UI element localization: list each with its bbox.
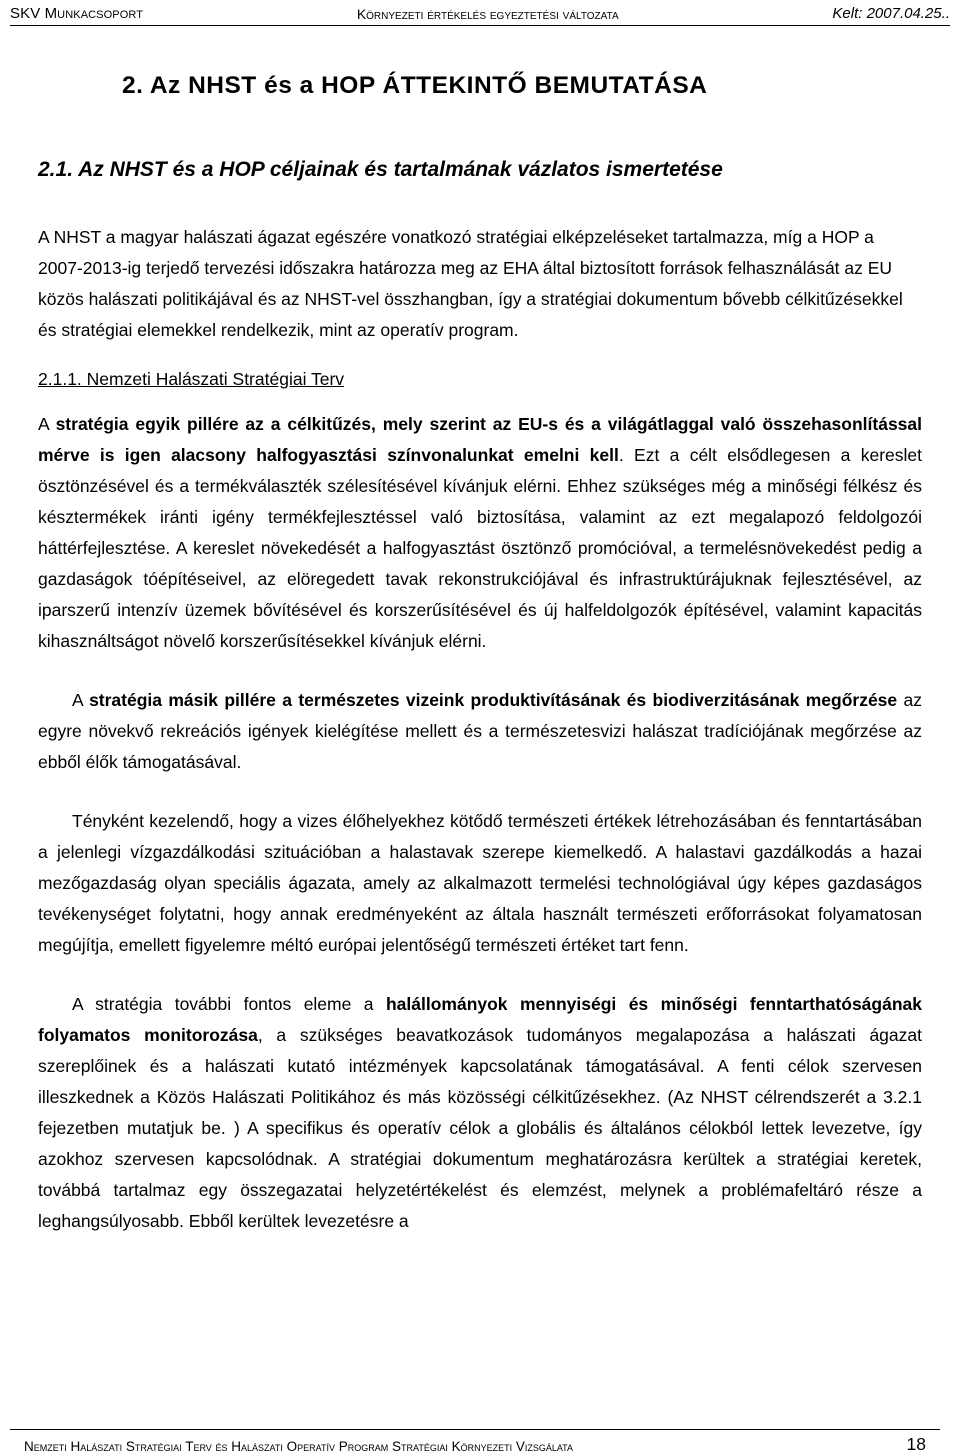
text-run: . Ezt a célt elsődlegesen a kereslet ösztönzésével és a termékválaszték szélesítésével kívánjuk elérni. Ehhez szükséges még a minőségi félkész és késztermékek iránti igény termékfejlesztéssel való biztosítása, valamint az ezt megalapozó feldolgozói háttérfejlesztése. A kereslet növekedését a halfogyasztást ösztönző promócióval, a termelésnövekedést pedig a gazdaságok tóépítéseivel, az elöregedett tavak rekonstrukciójával és infrastruktúrájuknak fejlesztésével, az iparszerű intenzív üzemek bővítésével és korszerűsítésével és új halfeldolgozók építésével, valamint kapacitás kihasználtságot növelő korszerűsítésekkel kívánjuk elérni.	[38, 445, 923, 651]
intro-paragraph: A NHST a magyar halászati ágazat egészére vonatkozó stratégiai elképzeléseket tartalmazza, míg a HOP a 2007-2013-ig terjedő tervezési időszakra határozza meg az EHA által biztosított források felhasználását az EU közös halászati politikájával és az NHST-vel összhangban, így a stratégiai dokumentum bővebb célkitűzésekkel és stratégiai elemekkel rendelkezik, mint az operatív program.	[38, 227, 903, 340]
subsection-title: 2.1.1. Nemzeti Halászati Stratégiai Terv	[38, 369, 345, 389]
chapter-title: 2. Az NHST és a HOP ÁTTEKINTŐ BEMUTATÁSA	[122, 72, 708, 99]
header-left: SKV Munkacsoport	[10, 5, 144, 22]
section-title: 2.1. Az NHST és a HOP céljainak és tartalmának vázlatos ismertetése	[38, 158, 723, 181]
bold-run: stratégia másik pillére a természetes vizeink produktivításának és biodiverzitásának megőrzése	[89, 690, 898, 710]
paragraph-monitoring	[38, 989, 922, 1237]
page-number: 18	[906, 1433, 926, 1454]
header-date: Kelt: 2007.04.25..	[832, 5, 950, 22]
page-footer	[10, 1429, 940, 1456]
document-body	[38, 58, 922, 1237]
paragraph-second-pillar	[38, 685, 922, 778]
text-run: A	[72, 690, 90, 710]
page-header	[10, 0, 950, 26]
paragraph-fishponds: Tényként kezelendő, hogy a vizes élőhelyekhez kötődő természeti értékek létrehozásában és fenntartásában a jelenlegi vízgazdálkodási szituációban a halastavak szerepe kiemelkedő. A halastavi gazdálkodás a hazai mezőgazdaság olyan speciális ágazata, amely az alkalmazott termelési technológiával úgy képes gazdaságos tevékenységet folytatni, hogy annak eredményeként az általa használt természeti erőforrásokat folyamatosan megújítja, emellett figyelemre méltó európai jelentőségű természeti értéket tart fenn.	[38, 811, 922, 955]
text-run: A	[38, 414, 56, 434]
header-middle: Környezeti értékelés egyeztetési változata	[356, 6, 619, 22]
text-run: , a szükséges beavatkozások tudományos megalapozása a halászati ágazat szereplőinek és a halászati kutató intézmények kapcsolatának támogatásával. A fenti célok szervesen illeszkednek a Közös Halászati Politikához és más közösségi célkitűzésekhez. (Az NHST célrendszerét a 3.2.1 fejezetben mutatjuk be. ) A specifikus és operatív célok a globális és általános célokból lettek levezetve, így azokhoz szervesen kapcsolódnak. A stratégiai dokumentum meghatározásra kerültek a stratégiai keretek, továbbá tartalmaz egy összegazatai helyzetértékelést és elemzést, melynek a problémafeltáró része a leghangsúlyosabb. Ebből kerültek levezetésre a	[38, 1025, 922, 1231]
footer-title: Nemzeti Halászati Stratégiai Terv és Halászati Operatív Program Stratégiai Környezeti Vizsgálata	[24, 1438, 574, 1454]
bold-run: stratégia egyik pillére az a célkitűzés, mely szerint az EU-s és a világátlaggal való összehasonlítással mérve is igen alacsony halfogyasztási színvonalunkat emelni kell	[38, 414, 922, 465]
text-run: A stratégia további fontos eleme a	[72, 994, 386, 1014]
bold-run: halállományok mennyiségi és minőségi fenntarthatóságának folyamatos monitorozása	[38, 994, 922, 1045]
paragraph-first-pillar	[38, 409, 922, 657]
text-run: az egyre növekvő rekreációs igények kielégítése mellett és a természetesvizi halászat tradíciójának megőrzése az ebből élők támogatásával.	[38, 690, 922, 772]
